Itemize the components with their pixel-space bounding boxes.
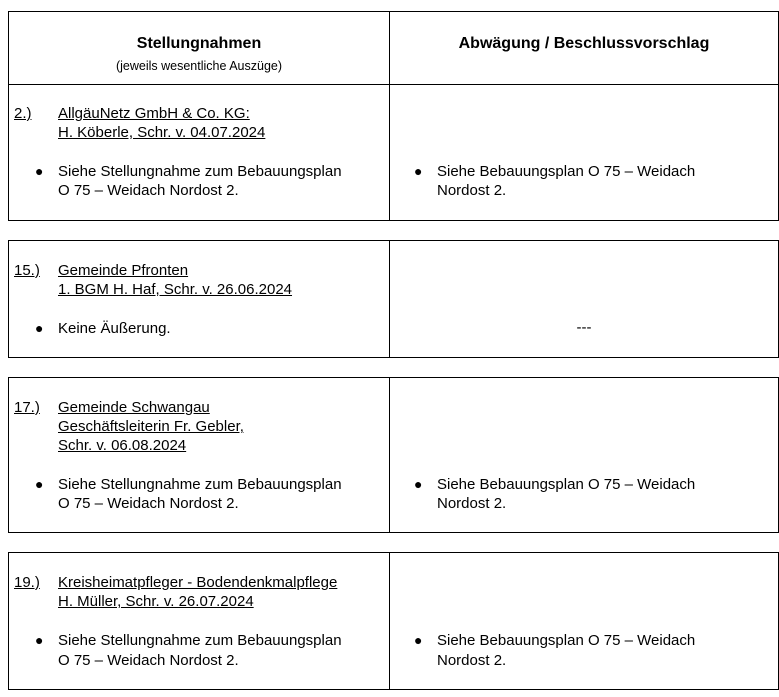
sender-line: H. Müller, Schr. v. 26.07.2024 <box>58 593 254 610</box>
decision-line: Nordost 2. <box>437 652 507 669</box>
sender-line: Kreisheimatpfleger - Bodendenkmalpflege <box>58 574 338 591</box>
bullet-icon: ● <box>414 476 423 492</box>
sender-line: 1. BGM H. Haf, Schr. v. 26.06.2024 <box>58 281 293 298</box>
statement-line: Siehe Stellungnahme zum Bebauungsplan <box>58 476 342 493</box>
table-header <box>8 11 779 85</box>
decision-cell <box>390 378 778 532</box>
sender-line: Gemeinde Pfronten <box>58 262 189 279</box>
bullet-icon: ● <box>35 320 44 336</box>
entry-number: 2.) <box>14 105 32 122</box>
sender-line: AllgäuNetz GmbH & Co. KG: <box>58 105 250 122</box>
header-statements-subtitle: (jeweils wesentliche Auszüge) <box>115 59 283 73</box>
statement-cell <box>9 241 389 357</box>
bullet-icon: ● <box>414 163 423 179</box>
decision-cell <box>390 85 778 220</box>
bullet-icon: ● <box>35 163 44 179</box>
sender-line: Gemeinde Schwangau <box>58 399 210 416</box>
statement-line: O 75 – Weidach Nordost 2. <box>58 652 239 669</box>
decision-placeholder: --- <box>576 319 592 336</box>
statement-cell <box>9 85 389 220</box>
bullet-icon: ● <box>414 632 423 648</box>
decision-line: Nordost 2. <box>437 182 507 199</box>
bullet-icon: ● <box>35 632 44 648</box>
decision-cell <box>390 553 778 689</box>
entry-number: 19.) <box>14 574 40 591</box>
bullet-icon: ● <box>35 476 44 492</box>
statement-line: O 75 – Weidach Nordost 2. <box>58 495 239 512</box>
statement-line: Siehe Stellungnahme zum Bebauungsplan <box>58 163 342 180</box>
header-decision-title: Abwägung / Beschlussvorschlag <box>458 35 710 52</box>
header-statements-title: Stellungnahmen <box>136 35 262 52</box>
sender-line: Geschäftsleiterin Fr. Gebler, <box>58 418 244 435</box>
entry-block <box>8 377 779 533</box>
statement-cell <box>9 378 389 532</box>
decision-line: Siehe Bebauungsplan O 75 – Weidach <box>437 163 696 180</box>
decision-cell <box>390 241 778 357</box>
decision-line: Nordost 2. <box>437 495 507 512</box>
entry-number: 17.) <box>14 399 40 416</box>
entry-block <box>8 84 779 221</box>
entry-number: 15.) <box>14 262 40 279</box>
decision-line: Siehe Bebauungsplan O 75 – Weidach <box>437 476 696 493</box>
header-right-cell <box>390 12 778 84</box>
entry-block <box>8 240 779 358</box>
statement-line: Siehe Stellungnahme zum Bebauungsplan <box>58 632 342 649</box>
entry-block <box>8 552 779 690</box>
statement-line: Keine Äußerung. <box>58 320 171 337</box>
sender-line: H. Köberle, Schr. v. 04.07.2024 <box>58 124 266 141</box>
statement-line: O 75 – Weidach Nordost 2. <box>58 182 239 199</box>
statement-cell <box>9 553 389 689</box>
header-left-cell <box>9 12 389 84</box>
sender-line: Schr. v. 06.08.2024 <box>58 437 187 454</box>
decision-line: Siehe Bebauungsplan O 75 – Weidach <box>437 632 696 649</box>
